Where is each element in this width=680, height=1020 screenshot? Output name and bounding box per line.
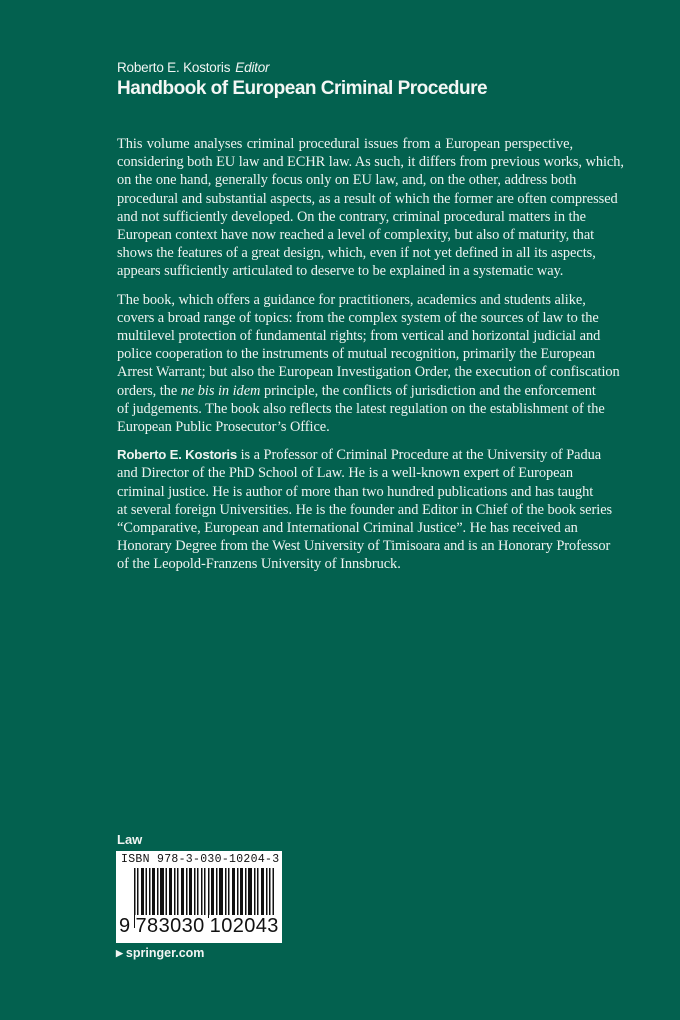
text-line: Honorary Degree from the West University of Timisoara and is an Honorary Professor: [117, 538, 611, 555]
blurb: [117, 135, 624, 584]
text-line: appears sufficiently articulated to deserve to be explained in a systematic way.: [117, 263, 564, 280]
ean-first-digit: 9: [119, 915, 131, 937]
text-line: considering both EU law and ECHR law. As such, it differs from previous works, which,: [117, 154, 624, 171]
text-line: multilevel protection of fundamental rights; from vertical and horizontal judicial and: [117, 328, 601, 345]
text-line: covers a broad range of topics: from the complex system of the sources of law to the: [117, 309, 599, 326]
text-line: The book, which offers a guidance for practitioners, academics and students alike,: [117, 291, 586, 308]
text-line: criminal justice. He is author of more than two hundred publications and has taught: [117, 483, 594, 500]
text-line: and not sufficiently developed. On the contrary, criminal procedural matters in the: [117, 208, 586, 225]
text-line: shows the features of a great design, which, even if not yet defined in all its aspects,: [117, 245, 596, 262]
bio-author-name: Roberto E. Kostoris: [117, 447, 238, 463]
blurb-paragraph-1: [117, 135, 624, 281]
text-line: police cooperation to the instruments of mutual recognition, primarily the European: [117, 346, 596, 363]
author-bio: [117, 446, 613, 573]
ean-digits: [119, 915, 280, 937]
editor-credit: [117, 60, 269, 75]
text-line: on the one hand, generally focus only on EU law, and, on the other, address both: [117, 172, 577, 189]
editor-role: Editor: [235, 60, 270, 75]
text-line: of judgements. The book also reflects the latest regulation on the establishment of the: [117, 400, 605, 417]
text-line: European context have now reached a level of complexity, but also of maturity, that: [117, 227, 595, 244]
text-line: [117, 446, 602, 464]
website-label: springer.com: [125, 946, 205, 960]
editor-name: Roberto E. Kostoris: [117, 60, 231, 75]
book-title: Handbook of European Criminal Procedure: [117, 78, 488, 99]
blurb-paragraph-2: [117, 291, 620, 437]
text-line: Arrest Warrant; but also the European Investigation Order, the execution of confiscation: [117, 364, 620, 381]
ean-group-left: 783030: [135, 915, 205, 937]
subject-category: Law: [117, 832, 143, 847]
text-segment: is a Professor of Criminal Procedure at the University of Padua: [237, 447, 602, 464]
text-line: procedural and substantial aspects, as a result of which the former are often compressed: [117, 190, 618, 207]
play-arrow-icon: ▶: [116, 948, 123, 958]
isbn-barcode: [116, 851, 282, 943]
text-line: of the Leopold-Franzens University of Innsbruck.: [117, 556, 401, 573]
ean-group-right: 102043: [209, 915, 279, 937]
text-line: European Public Prosecutor’s Office.: [117, 419, 330, 436]
text-line: This volume analyses criminal procedural issues from a European perspective,: [117, 136, 573, 152]
isbn-label: ISBN 978-3-030-10204-3: [121, 853, 280, 866]
text-segment: principle, the conflicts of jurisdiction and the enforcement: [260, 382, 596, 399]
text-line: and Director of the PhD School of Law. He is a well-known expert of European: [117, 465, 573, 482]
publisher-website-link[interactable]: [116, 946, 204, 960]
text-line: “Comparative, European and International Criminal Justice”. He has received an: [117, 520, 578, 537]
text-line: at several foreign Universities. He is the founder and Editor in Chief of the book series: [117, 501, 613, 518]
latin-phrase: ne bis in idem: [180, 382, 261, 399]
text-segment: orders, the: [117, 382, 181, 399]
text-line: [117, 382, 596, 400]
